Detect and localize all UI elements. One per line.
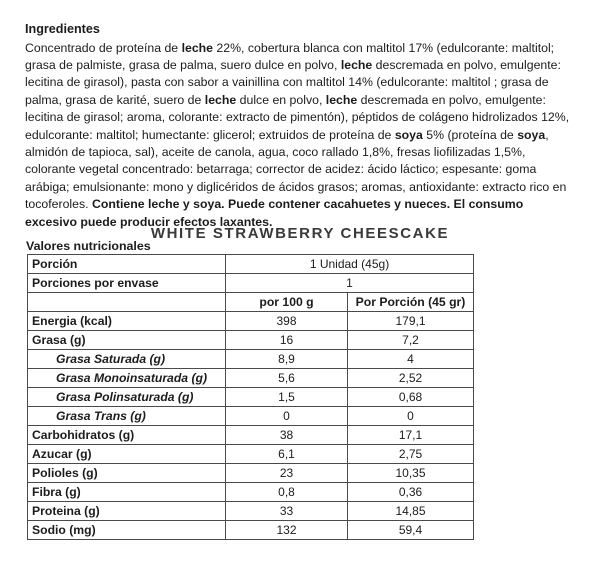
nutrition-values-label: Valores nutricionales (26, 239, 151, 253)
ingredients-bold-segment: soya (394, 127, 423, 142)
nutrition-table-body (28, 312, 474, 540)
row-value-per-100g: 33 (226, 502, 348, 521)
row-label: Grasa Trans (g) (28, 407, 226, 426)
row-value-per-portion: 2,52 (348, 369, 474, 388)
empty-header-cell (28, 293, 226, 312)
ingredients-bold-segment: soya (517, 127, 546, 142)
ingredients-segment: Concentrado de proteína de (25, 40, 182, 55)
per-portion-column-header: Por Porción (45 gr) (348, 293, 474, 312)
row-label: Azucar (g) (28, 445, 226, 464)
table-row (28, 483, 474, 502)
ingredients-heading: Ingredientes (25, 22, 100, 36)
table-row (28, 331, 474, 350)
row-value-per-portion: 0,68 (348, 388, 474, 407)
ingredients-segment: dulce en polvo, (236, 92, 326, 107)
portion-value: 1 Unidad (45g) (226, 255, 474, 274)
row-value-per-portion: 4 (348, 350, 474, 369)
row-value-per-100g: 38 (226, 426, 348, 445)
row-label: Grasa Monoinsaturada (g) (28, 369, 226, 388)
row-value-per-portion: 179,1 (348, 312, 474, 331)
nutrition-table (27, 254, 474, 540)
ingredients-bold-segment: leche (340, 57, 373, 72)
row-value-per-100g: 6,1 (226, 445, 348, 464)
row-value-per-portion: 0,36 (348, 483, 474, 502)
row-label: Grasa (g) (28, 331, 226, 350)
per-100g-column-header: por 100 g (226, 293, 348, 312)
row-value-per-portion: 59,4 (348, 521, 474, 540)
row-value-per-100g: 5,6 (226, 369, 348, 388)
row-value-per-portion: 17,1 (348, 426, 474, 445)
row-label: Proteina (g) (28, 502, 226, 521)
ingredients-segment: descremada en polvo, emulgente: lecitina de girasol), pasta con sabor a vainillina con maltitol 14% (edulcorante: maltitol ; grasa de palma, grasa de karité, suero de (25, 57, 561, 107)
row-label: Energia (kcal) (28, 312, 226, 331)
ingredients-bold-segment: Contiene leche y soya. Puede contener cacahuetes y nueces. El consumo excesivo puede producir efectos laxantes. (25, 197, 524, 229)
table-row (28, 445, 474, 464)
ingredients-bold-segment: leche (204, 92, 237, 107)
ingredients-text (25, 40, 578, 231)
table-row (28, 312, 474, 331)
row-label: Carbohidratos (g) (28, 426, 226, 445)
servings-label: Porciones por envase (28, 274, 226, 293)
table-row (28, 521, 474, 540)
table-row (28, 464, 474, 483)
row-value-per-100g: 132 (226, 521, 348, 540)
table-row (28, 388, 474, 407)
portion-label: Porción (28, 255, 226, 274)
table-row (28, 426, 474, 445)
row-value-per-100g: 8,9 (226, 350, 348, 369)
ingredients-segment: descremada en polvo, emulgente: lecitina de girasol; aroma, colorante: extracto de pimentón), péptidos de colágeno hidrolizados 12%, edulcorante: maltitol; humectante: glicerol; extruidos de proteína de (25, 92, 570, 142)
table-row (28, 502, 474, 521)
table-row (28, 350, 474, 369)
servings-value: 1 (226, 274, 474, 293)
row-label: Grasa Polinsaturada (g) (28, 388, 226, 407)
row-value-per-100g: 23 (226, 464, 348, 483)
ingredients-bold-segment: leche (325, 92, 358, 107)
row-value-per-portion: 0 (348, 407, 474, 426)
servings-row (28, 274, 474, 293)
table-row (28, 369, 474, 388)
row-value-per-100g: 0 (226, 407, 348, 426)
row-value-per-100g: 0,8 (226, 483, 348, 502)
ingredients-segment: 22%, cobertura blanca con maltitol 17% (edulcorante: maltitol; grasa de palmiste, grasa de palma, suero dulce en polvo, (25, 40, 555, 72)
row-value-per-portion: 2,75 (348, 445, 474, 464)
row-value-per-portion: 10,35 (348, 464, 474, 483)
column-header-row (28, 293, 474, 312)
portion-row (28, 255, 474, 274)
row-value-per-portion: 14,85 (348, 502, 474, 521)
row-value-per-100g: 1,5 (226, 388, 348, 407)
row-label: Fibra (g) (28, 483, 226, 502)
row-label: Polioles (g) (28, 464, 226, 483)
product-title: WHITE STRAWBERRY CHEESCAKE (150, 225, 450, 242)
row-value-per-100g: 398 (226, 312, 348, 331)
ingredients-segment: , almidón de tapioca, sal), aceite de canola, agua, coco rallado 1,8%, fresas liofilizadas 1,5%, colorante vegetal concentrado: betarraga; corrector de acidez: ácido láctico; espesante: goma arábiga; emulsionante: mono y diglicéridos de ácidos grasos; aromas, antioxidante: extracto rico en tocoferoles. (25, 127, 567, 212)
row-label: Grasa Saturada (g) (28, 350, 226, 369)
ingredients-section (25, 21, 578, 231)
row-value-per-100g: 16 (226, 331, 348, 350)
table-row (28, 407, 474, 426)
row-value-per-portion: 7,2 (348, 331, 474, 350)
ingredients-bold-segment: leche (181, 40, 214, 55)
ingredients-segment: 5% (proteína de (422, 127, 518, 142)
row-label: Sodio (mg) (28, 521, 226, 540)
